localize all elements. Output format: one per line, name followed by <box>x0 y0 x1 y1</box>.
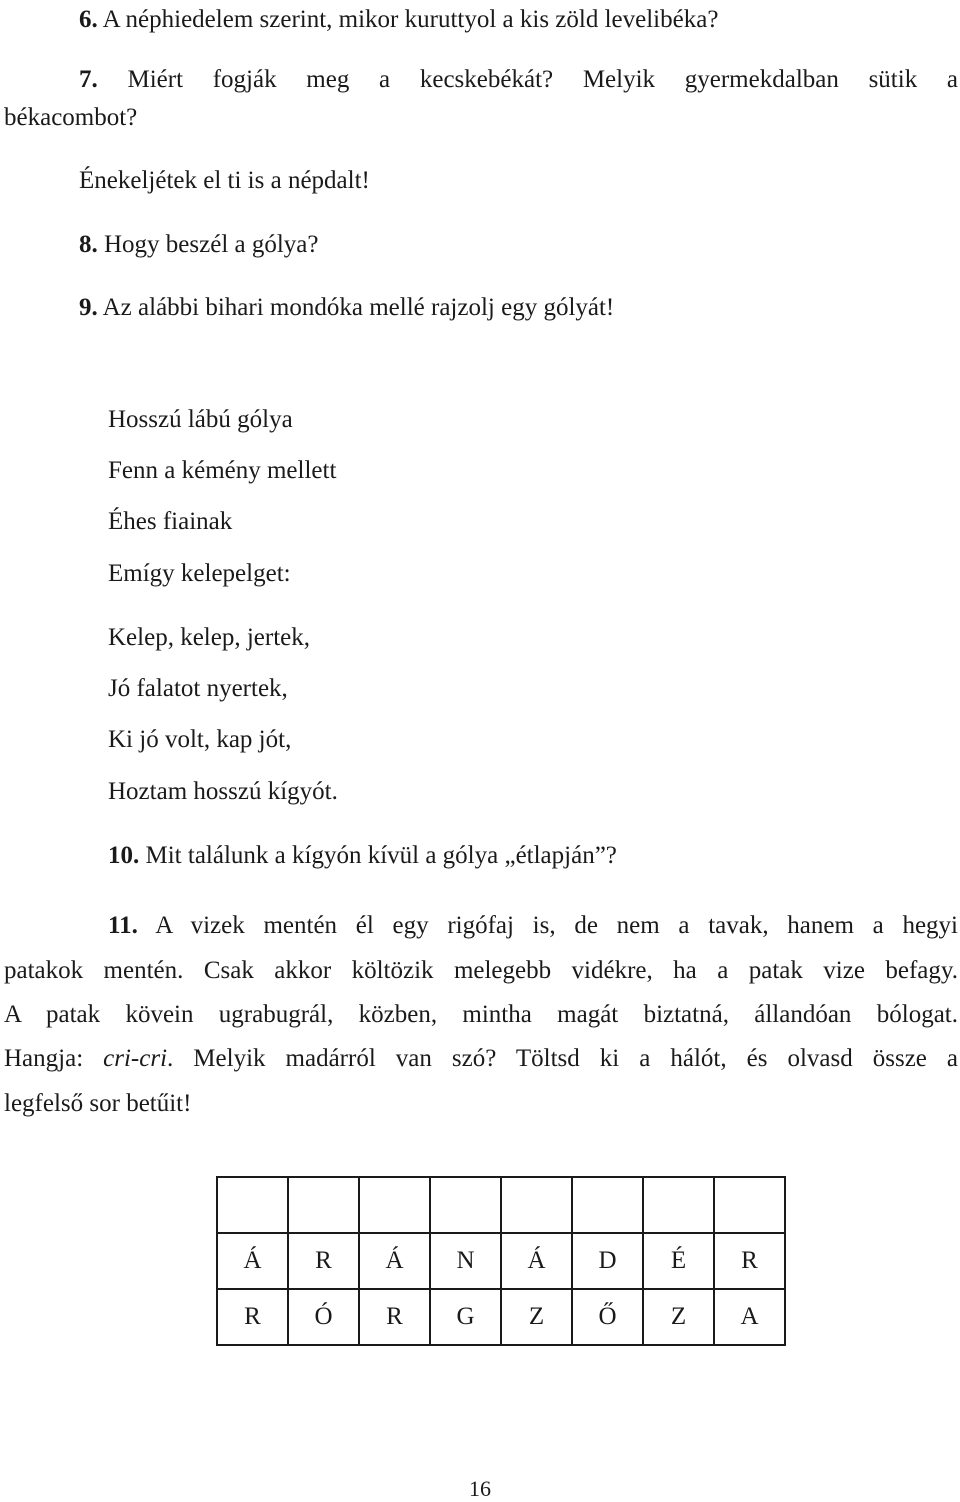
question-number: 9. <box>79 294 98 321</box>
question-number: 11. <box>108 912 138 939</box>
question-text: Az alábbi bihari mondóka mellé rajzolj egy gólyát! <box>97 294 615 321</box>
grid-cell: Ő <box>572 1289 643 1345</box>
question-11-line-3: A patak kövein ugrabugrál, közben, mintha magát biztatná, állandóan bólogat. <box>4 1001 958 1028</box>
poem-line: Fenn a kémény mellett <box>108 457 337 484</box>
grid-cell-blank[interactable] <box>288 1177 359 1233</box>
poem-line: Éhes fiainak <box>108 508 233 535</box>
page-number: 16 <box>469 1476 491 1501</box>
grid-cell: G <box>430 1289 501 1345</box>
text-fragment: . Melyik madárról van szó? Töltsd ki a hálót, és olvasd össze a <box>167 1045 958 1072</box>
question-11-line-5: legfelső sor betűit! <box>4 1090 192 1117</box>
grid-row <box>217 1233 785 1289</box>
grid-cell: Á <box>217 1233 288 1289</box>
grid-cell-blank[interactable] <box>643 1177 714 1233</box>
question-text: A néphiedelem szerint, mikor kuruttyol a kis zöld levelibéka? <box>97 6 719 33</box>
question-number: 10. <box>108 842 140 869</box>
grid-cell: Z <box>501 1289 572 1345</box>
grid-cell: R <box>288 1233 359 1289</box>
question-6 <box>79 4 718 36</box>
question-7-line-3: Énekeljétek el ti is a népdalt! <box>79 167 370 194</box>
grid-row <box>217 1289 785 1345</box>
grid-cell-blank[interactable] <box>217 1177 288 1233</box>
grid-cell-blank[interactable] <box>501 1177 572 1233</box>
question-11-line-2: patakok mentén. Csak akkor költözik melegebb vidékre, ha a patak vize befagy. <box>4 957 958 984</box>
text-fragment: Hangja: <box>4 1045 104 1072</box>
grid-cell: Ó <box>288 1289 359 1345</box>
grid-cell: R <box>359 1289 430 1345</box>
grid-cell: A <box>714 1289 785 1345</box>
question-10 <box>108 840 617 872</box>
question-7-line-2: békacombot? <box>4 104 138 131</box>
question-7-line-1 <box>79 64 958 96</box>
question-text: Hogy beszél a gólya? <box>97 231 319 258</box>
question-9 <box>79 292 614 324</box>
poem-line: Jó falatot nyertek, <box>108 675 288 702</box>
question-8 <box>79 229 319 261</box>
question-text: A vizek mentén él egy rigófaj is, de nem a tavak, hanem a hegyi <box>155 912 959 939</box>
grid-cell-blank[interactable] <box>430 1177 501 1233</box>
bird-call-text: cri-cri <box>103 1045 168 1072</box>
grid-cell: Á <box>359 1233 430 1289</box>
grid-row-answer <box>217 1177 785 1233</box>
grid-cell-blank[interactable] <box>714 1177 785 1233</box>
poem-line: Kelep, kelep, jertek, <box>108 624 310 651</box>
poem-line: Emígy kelepelget: <box>108 560 291 587</box>
question-number: 7. <box>79 66 98 93</box>
grid-cell: R <box>714 1233 785 1289</box>
grid-cell: R <box>217 1289 288 1345</box>
grid-cell: É <box>643 1233 714 1289</box>
grid-cell-blank[interactable] <box>359 1177 430 1233</box>
grid-cell: Á <box>501 1233 572 1289</box>
grid-cell: D <box>572 1233 643 1289</box>
question-11-line-1 <box>108 910 958 942</box>
grid-cell: Z <box>643 1289 714 1345</box>
poem-line: Hoztam hosszú kígyót. <box>108 778 338 805</box>
question-11-line-4 <box>4 1043 958 1075</box>
question-text: Miért fogják meg a kecskebékát? Melyik gyermekdalban sütik a <box>127 66 958 93</box>
letter-grid <box>216 1176 786 1346</box>
grid-cell-blank[interactable] <box>572 1177 643 1233</box>
poem-line: Ki jó volt, kap jót, <box>108 726 292 753</box>
question-number: 6. <box>79 6 98 33</box>
question-text: Mit találunk a kígyón kívül a gólya „étlapján”? <box>139 842 617 869</box>
grid-cell: N <box>430 1233 501 1289</box>
question-number: 8. <box>79 231 98 258</box>
poem-line: Hosszú lábú gólya <box>108 406 293 433</box>
